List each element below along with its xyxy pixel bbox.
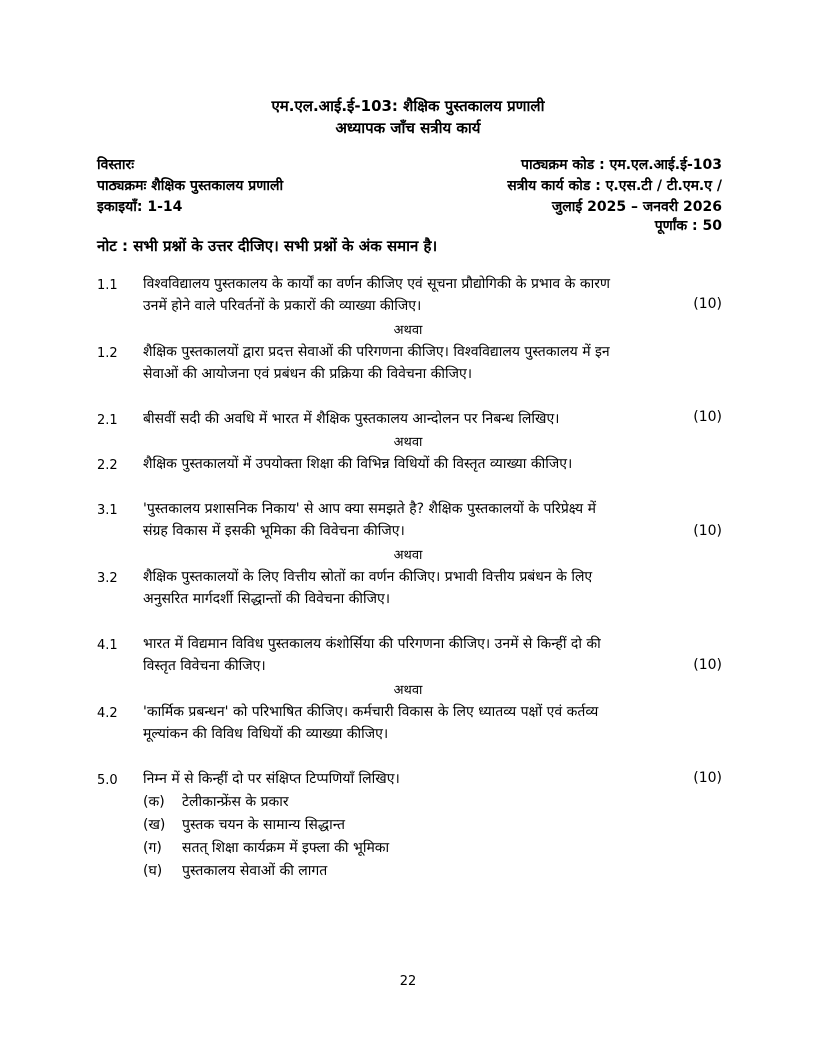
meta-assignment-code: सत्रीय कार्य कोड : ए.एस.टी / टी.एम.ए / (507, 178, 722, 194)
subitem-text: पुस्तक चयन के सामान्य सिद्धान्त (182, 817, 345, 833)
or-divider: अथवा (393, 323, 423, 338)
or-divider: अथवा (393, 548, 423, 563)
question-number: 3.1 (97, 503, 118, 518)
meta-max-marks: पूर्णांक : 50 (654, 218, 722, 234)
question-number: 1.2 (97, 346, 118, 361)
subitem-text: पुस्तकालय सेवाओं की लागत (182, 863, 328, 879)
question-text-line: शैक्षिक पुस्तकालयों के लिए वित्तीय स्रोतों का वर्णन कीजिए। प्रभावी वित्तीय प्रबंधन के लिए (143, 569, 593, 585)
question-text-line: विश्वविद्यालय पुस्तकालय के कार्यों का वर्णन कीजिए एवं सूचना प्रौद्योगिकी के प्रभाव के कारण (143, 276, 611, 292)
subitem-label: (घ) (143, 863, 163, 879)
document-subtitle: अध्यापक जाँच सत्रीय कार्य (335, 119, 481, 137)
subitem-label: (क) (143, 794, 165, 810)
meta-units: इकाइयाँ: 1-14 (97, 199, 183, 215)
page-number: 22 (399, 974, 417, 989)
question-text-line: भारत में विद्यमान विविध पुस्तकालय कंशोर्सिया की परिगणना कीजिए। उनमें से किन्हीं दो की (143, 636, 601, 652)
question-text-line: संग्रह विकास में इसकी भूमिका की विवेचना कीजिए। (143, 523, 405, 539)
question-marks: (10) (693, 409, 722, 425)
question-number: 4.1 (97, 638, 118, 653)
subitem-text: टेलीकान्फ्रेंस के प्रकार (182, 794, 289, 810)
question-number: 1.1 (97, 278, 118, 293)
subitem-label: (ख) (143, 817, 166, 833)
question-text-line: 'पुस्तकालय प्रशासनिक निकाय' से आप क्या समझते है? शैक्षिक पुस्तकालयों के परिप्रेक्ष्य में (143, 501, 596, 517)
question-text-line: अनुसरित मार्गदर्शी सिद्धान्तों की विवेचना कीजिए। (143, 591, 391, 607)
question-text-line: सेवाओं की आयोजना एवं प्रबंधन की प्रक्रिया की विवेचना कीजिए। (143, 366, 473, 382)
question-number: 4.2 (97, 706, 118, 721)
question-number: 3.2 (97, 571, 118, 586)
meta-extent: विस्तारः (97, 157, 135, 173)
subitem-text: सतत् शिक्षा कार्यक्रम में इफ्ला की भूमिका (182, 840, 390, 856)
meta-course: पाठ्यक्रमः शैक्षिक पुस्तकालय प्रणाली (97, 178, 284, 194)
question-number: 5.0 (97, 773, 118, 788)
subitem-label: (ग) (143, 840, 162, 856)
question-text-line: शैक्षिक पुस्तकालयों द्वारा प्रदत्त सेवाओं की परिगणना कीजिए। विश्वविद्यालय पुस्तकालय में इन (143, 344, 610, 360)
question-marks: (10) (693, 657, 722, 673)
question-marks: (10) (693, 770, 722, 786)
question-text-line: 'कार्मिक प्रबन्धन' को परिभाषित कीजिए। कर्मचारी विकास के लिए ध्यातव्य पक्षों एवं कर्तव्य (143, 704, 599, 720)
question-number: 2.2 (97, 458, 118, 473)
question-marks: (10) (693, 523, 722, 539)
meta-course-code: पाठ्यक्रम कोड : एम.एल.आई.ई-103 (521, 157, 722, 173)
question-text-line: मूल्यांकन की विविध विधियों की व्याख्या कीजिए। (143, 726, 389, 742)
or-divider: अथवा (393, 683, 423, 698)
question-text-line: बीसवीं सदी की अवधि में भारत में शैक्षिक पुस्तकालय आन्दोलन पर निबन्ध लिखिए। (143, 411, 560, 427)
question-text-line: शैक्षिक पुस्तकालयों में उपयोक्ता शिक्षा की विभिन्न विधियों की विस्तृत व्याख्या कीजिए। (143, 456, 573, 472)
or-divider: अथवा (393, 435, 423, 450)
question-text-line: विस्तृत विवेचना कीजिए। (143, 658, 266, 674)
question-number: 2.1 (97, 413, 118, 428)
question-text-line: निम्न में से किन्हीं दो पर संक्षिप्त टिप्पणियाँ लिखिए। (143, 771, 400, 787)
meta-session: जुलाई 2025 – जनवरी 2026 (551, 199, 722, 215)
question-marks: (10) (693, 296, 722, 312)
instructions-note: नोट : सभी प्रश्नों के उत्तर दीजिए। सभी प्रश्नों के अंक समान है। (97, 237, 438, 255)
question-text-line: उनमें होने वाले परिवर्तनों के प्रकारों की व्याख्या कीजिए। (143, 298, 422, 314)
document-title: एम.एल.आई.ई-103: शैक्षिक पुस्तकालय प्रणाली (271, 97, 545, 115)
